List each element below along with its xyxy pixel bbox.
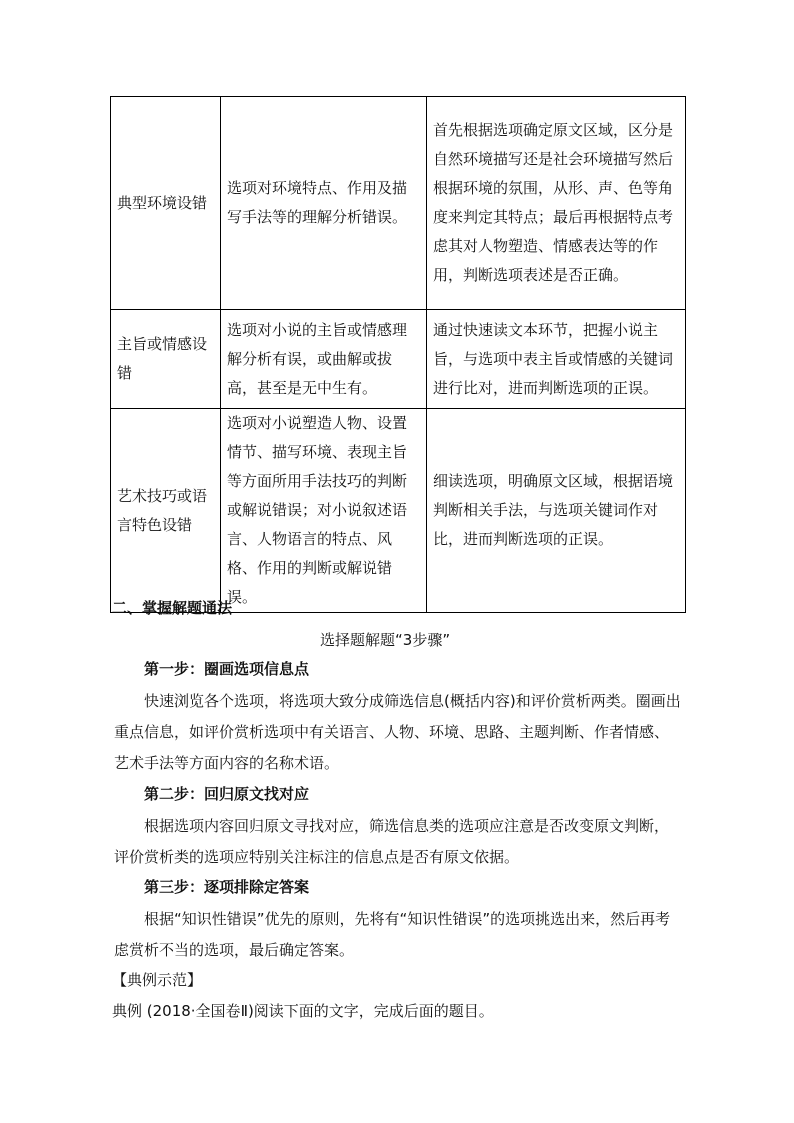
error-symptom-cell: 选项对环境特点、作用及描写手法等的理解分析错误。 (221, 97, 427, 310)
error-symptom-cell: 选项对小说的主旨或情感理解分析有误，或曲解或拔高，甚至是无中生有。 (221, 310, 427, 409)
solving-method-cell: 细读选项，明确原文区域，根据语境判断相关手法，与选项关键词作对比，进而判断选项的正误。 (427, 409, 686, 613)
error-type-cell: 主旨或情感设错 (111, 310, 221, 409)
step-title: 第一步：圈画选项信息点 (144, 660, 310, 678)
section-heading: 二、掌握解题通法 (112, 599, 233, 617)
table-row (111, 310, 686, 409)
solving-method-cell: 通过快速读文本环节，把握小说主旨，与选项中表主旨或情感的关键词进行比对，进而判断选项的正误。 (427, 310, 686, 409)
step-title: 第二步：回归原文找对应 (144, 785, 310, 803)
error-type-table (110, 96, 686, 613)
section-subtitle: 选择题解题“3步骤” (320, 631, 451, 649)
example-line: 典例 (2018·全国卷Ⅱ)阅读下面的文字，完成后面的题目。 (112, 1002, 494, 1020)
step-body: 快速浏览各个选项，将选项大致分成筛选信息(概括内容)和评价赏析两类。圈画出重点信息，如评价赏析选项中有关语言、人物、环境、思路、主题判断、作者情感、艺术手法等方面内容的名称术语。 (114, 692, 681, 772)
error-symptom-cell: 选项对小说塑造人物、设置情节、描写环境、表现主旨等方面所用手法技巧的判断或解说错误；对小说叙述语言、人物语言的特点、风格、作用的判断或解说错误。 (221, 409, 427, 613)
table-row (111, 409, 686, 613)
step-body: 根据选项内容回归原文寻找对应，筛选信息类的选项应注意是否改变原文判断，评价赏析类的选项应特别关注标注的信息点是否有原文依据。 (114, 817, 670, 866)
solving-method-cell: 首先根据选项确定原文区域，区分是自然环境描写还是社会环境描写然后根据环境的氛围，从形、声、色等角度来判定其特点；最后再根据特点考虑其对人物塑造、情感表达等的作用，判断选项表述是否正确。 (427, 97, 686, 310)
error-type-cell: 艺术技巧或语言特色设错 (111, 409, 221, 613)
error-type-cell: 典型环境设错 (111, 97, 221, 310)
step-title: 第三步：逐项排除定答案 (144, 878, 310, 896)
table-row (111, 97, 686, 310)
example-heading: 【典例示范】 (112, 971, 203, 989)
step-body: 根据“知识性错误”优先的原则，先将有“知识性错误”的选项挑选出来，然后再考虑赏析不当的选项，最后确定答案。 (114, 910, 671, 959)
